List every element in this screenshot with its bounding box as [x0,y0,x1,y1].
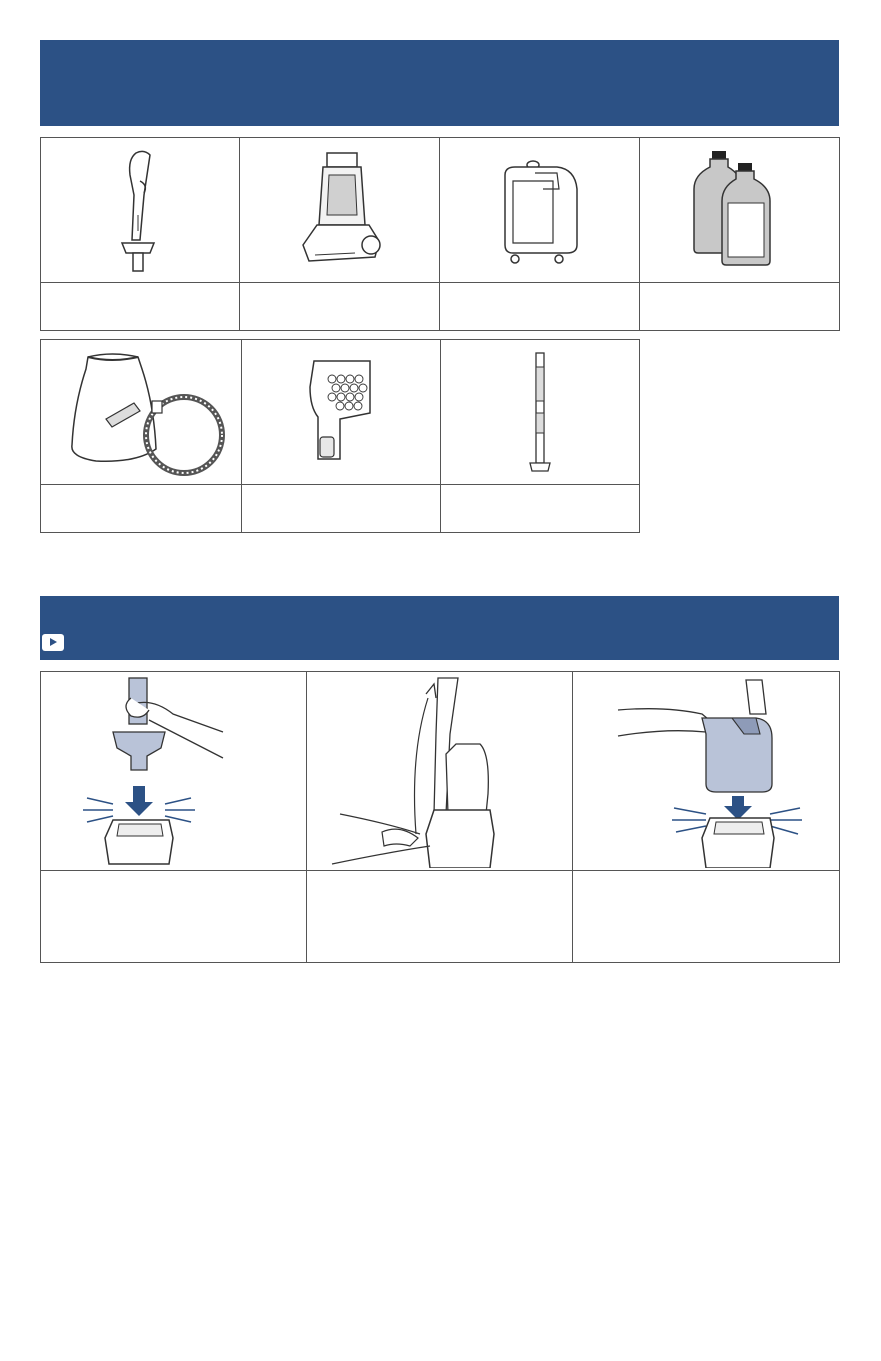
part-cell-tank [440,138,640,283]
part-cell-base [240,138,440,283]
base-unit-icon [295,145,385,275]
brush-wand-icon [520,347,560,477]
parts-grid-row-2 [40,339,640,533]
step-text-insert-tank [573,871,840,963]
step-cell-connect-cord [306,672,573,871]
attach-handle-illustration-icon [73,674,273,868]
step-text-connect-cord [306,871,573,963]
part-label-tool [241,485,441,533]
part-label-base [240,283,440,331]
handle-icon [110,145,170,275]
part-label-formula [639,283,839,331]
part-label-brush-wand [441,485,640,533]
formula-bottles-icon [684,145,794,275]
tool-icon [296,347,386,477]
play-video-icon[interactable] [42,634,64,651]
assembly-steps-grid [40,671,840,963]
connect-cord-illustration-icon [330,674,550,868]
part-cell-brush-wand [441,340,640,485]
tank-icon [495,145,585,275]
section-header-box-contents [40,40,839,126]
step-cell-attach-handle [41,672,307,871]
step-cell-insert-tank [573,672,840,871]
parts-grid-row-1 [40,137,840,331]
part-label-hose [41,485,242,533]
part-cell-handle [41,138,240,283]
part-label-handle [41,283,240,331]
step-text-attach-handle [41,871,307,963]
part-cell-tool [241,340,441,485]
insert-tank-illustration-icon [606,674,806,868]
section-header-assembly [40,596,839,660]
hose-bag-icon [56,345,226,479]
part-label-tank [440,283,640,331]
part-cell-formula [639,138,839,283]
part-cell-hose [41,340,242,485]
